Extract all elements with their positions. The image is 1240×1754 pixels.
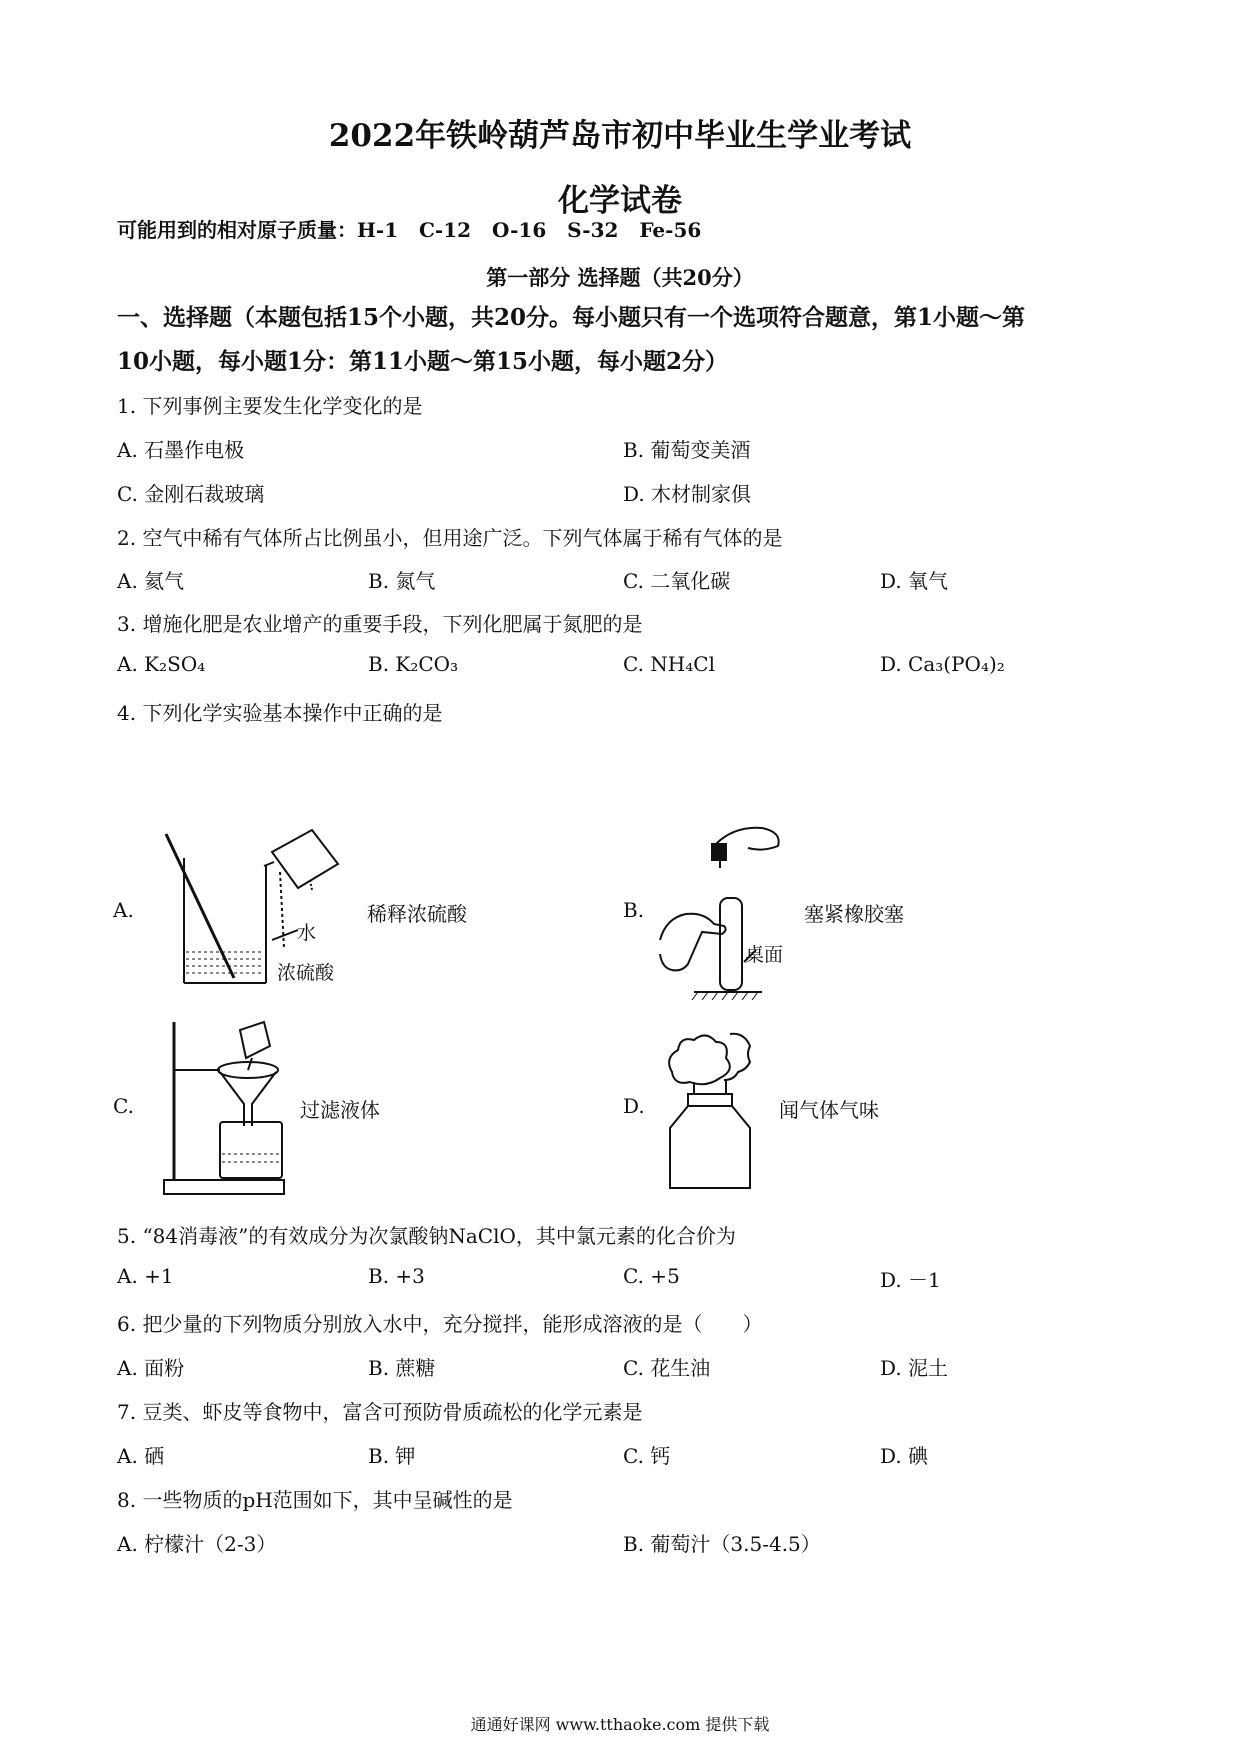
question-7-option-b: B. 钾: [368, 1444, 416, 1468]
section-heading-line-2: 10小题，每小题1分：第11小题～第15小题，每小题2分）: [117, 348, 729, 375]
question-2-option-c: C. 二氧化碳: [623, 569, 731, 593]
exam-subtitle: 化学试卷: [558, 183, 682, 219]
question-3-option-a: A. K₂SO₄: [117, 652, 206, 676]
question-4-option-a: A.: [113, 898, 134, 922]
question-4-stem: 4. 下列化学实验基本操作中正确的是: [117, 701, 443, 725]
question-5-stem: 5. “84消毒液”的有效成分为次氯酸钠NaClO，其中氯元素的化合价为: [117, 1224, 736, 1248]
question-7-option-c: C. 钙: [623, 1444, 671, 1468]
question-6-stem: 6. 把少量的下列物质分别放入水中，充分搅拌，能形成溶液的是（ ）: [117, 1312, 763, 1336]
atomic-mass-line: [117, 214, 701, 243]
question-3-option-b: B. K₂CO₃: [368, 652, 459, 676]
question-2-stem: 2. 空气中稀有气体所占比例虽小，但用途广泛。下列气体属于稀有气体的是: [117, 526, 783, 550]
question-1-option-b: B. 葡萄变美酒: [623, 438, 751, 462]
question-2-option-a: A. 氦气: [117, 569, 185, 593]
figure-a-water-label: 水: [297, 922, 317, 944]
question-6-option-d: D. 泥土: [880, 1356, 949, 1380]
figure-b-caption: 塞紧橡胶塞: [804, 902, 904, 926]
smell-gas-figure: [658, 1028, 778, 1196]
question-7-option-d: D. 碘: [880, 1444, 929, 1468]
question-4-option-c: C.: [113, 1094, 134, 1118]
question-8-option-b: B. 葡萄汁（3.5-4.5）: [623, 1532, 821, 1556]
question-7-option-a: A. 硒: [117, 1444, 165, 1468]
figure-c-caption: 过滤液体: [300, 1098, 380, 1122]
question-2-option-b: B. 氮气: [368, 569, 436, 593]
part-title: 第一部分 选择题（共20分）: [486, 265, 754, 290]
question-2-option-d: D. 氧气: [880, 569, 949, 593]
question-3-option-c: C. NH₄Cl: [623, 652, 715, 676]
figure-d-caption: 闻气体气味: [779, 1098, 879, 1122]
exam-title: 2022年铁岭葫芦岛市初中毕业生学业考试: [328, 118, 912, 154]
question-1-option-c: C. 金刚石裁玻璃: [117, 482, 265, 506]
stopper-figure: [652, 822, 792, 1000]
question-8-stem: 8. 一些物质的pH范围如下，其中呈碱性的是: [117, 1488, 513, 1512]
question-5-option-d: D. －1: [880, 1268, 941, 1292]
filtration-figure: [160, 1018, 290, 1196]
figure-a-acid-label: 浓硫酸: [277, 962, 335, 984]
page-footer: 通通好课网 www.tthaoke.com 提供下载: [470, 1715, 770, 1734]
atomic-mass-values: H-1 C-12 O-16 S-32 Fe-56: [357, 218, 702, 242]
question-6-option-b: B. 蔗糖: [368, 1356, 436, 1380]
question-5-option-a: A. +1: [117, 1264, 174, 1288]
question-1-stem: 1. 下列事例主要发生化学变化的是: [117, 394, 423, 418]
question-6-option-c: C. 花生油: [623, 1356, 711, 1380]
figure-a-caption: 稀释浓硫酸: [367, 902, 467, 926]
question-6-option-a: A. 面粉: [117, 1356, 185, 1380]
figure-b-table-label: 桌面: [745, 944, 784, 966]
question-3-option-d: D. Ca₃(PO₄)₂: [880, 652, 1005, 676]
question-4-option-b: B.: [623, 898, 645, 922]
question-7-stem: 7. 豆类、虾皮等食物中，富含可预防骨质疏松的化学元素是: [117, 1400, 643, 1424]
section-heading-line-1: 一、选择题（本题包括15个小题，共20分。每小题只有一个选项符合题意，第1小题～第: [117, 304, 1026, 331]
atomic-mass-label: 可能用到的相对原子质量：: [117, 218, 357, 242]
question-1-option-a: A. 石墨作电极: [117, 438, 245, 462]
question-5-option-b: B. +3: [368, 1264, 425, 1288]
question-5-option-c: C. +5: [623, 1264, 680, 1288]
question-3-stem: 3. 增施化肥是农业增产的重要手段，下列化肥属于氮肥的是: [117, 612, 643, 636]
question-1-option-d: D. 木材制家俱: [623, 482, 752, 506]
question-8-option-a: A. 柠檬汁（2-3）: [117, 1532, 277, 1556]
question-4-option-d: D.: [623, 1094, 645, 1118]
